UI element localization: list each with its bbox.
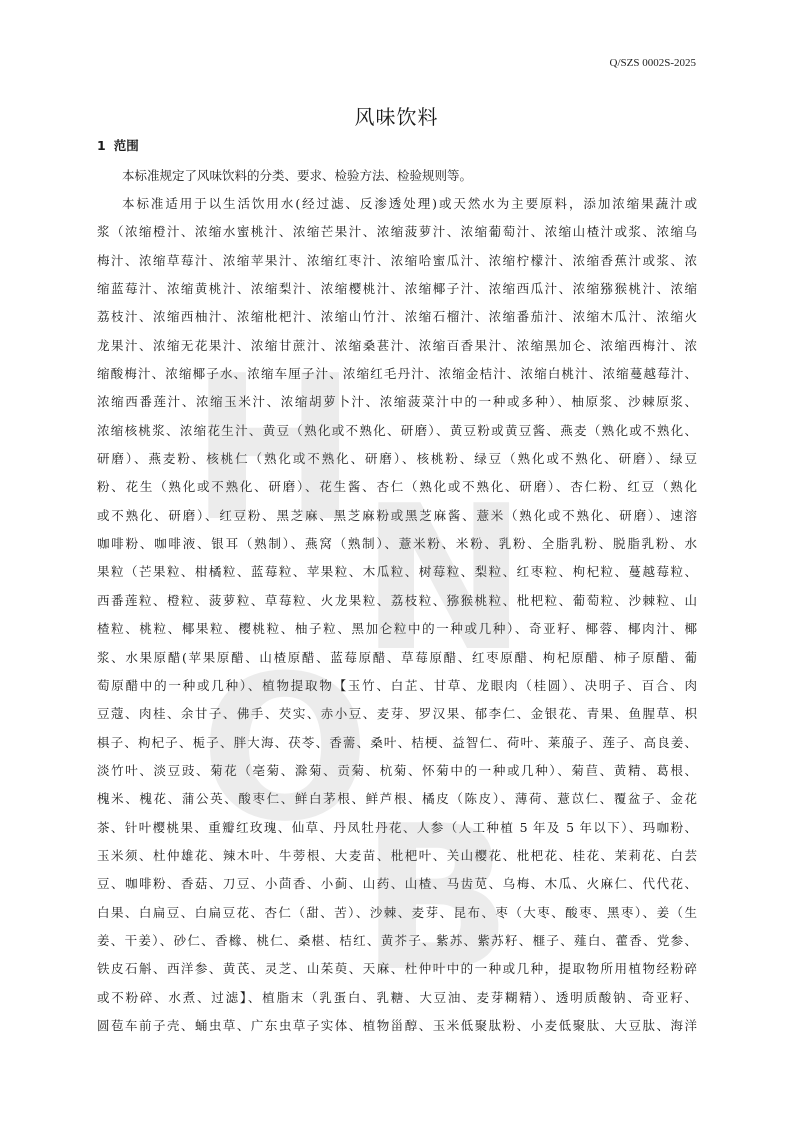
watermark-letter: O xyxy=(200,633,371,866)
paragraph-line: 豆、咖啡粉、香菇、刀豆、小茴香、小蓟、山药、山楂、马齿苋、乌梅、木瓜、火麻仁、代代花、 xyxy=(97,876,697,892)
paragraph-line: 咖啡粉、咖啡液、银耳（熟制）、燕窝（熟制）、薏米粉、米粉、乳粉、全脂乳粉、脱脂乳粉、水 xyxy=(97,536,697,552)
paragraph-line: 浓缩核桃浆、浓缩花生汁、黄豆（熟化或不熟化、研磨）、黄豆粉或黄豆酱、燕麦（熟化或不熟化、 xyxy=(97,422,697,438)
paragraph-line: 缩蓝莓汁、浓缩黄桃汁、浓缩梨汁、浓缩樱桃汁、浓缩椰子汁、浓缩西瓜汁、浓缩猕猴桃汁、浓缩 xyxy=(97,281,697,297)
paragraph-line: 茶、针叶樱桃果、重瓣红玫瑰、仙草、丹凤牡丹花、人参（人工种植 5 年及 5 年以下）、玛咖粉、 xyxy=(97,819,697,835)
paragraph-line: 或不熟化、研磨）、红豆粉、黑芝麻、黑芝麻粉或黑芝麻酱、薏米（熟化或不熟化、研磨）、速溶 xyxy=(97,507,697,523)
paragraph-line: 缩酸梅汁、浓缩椰子水、浓缩车厘子汁、浓缩红毛丹汁、浓缩金桔汁、浓缩白桃汁、浓缩蔓越莓汁、 xyxy=(97,366,697,382)
paragraph-line: 荔枝汁、浓缩西柚汁、浓缩枇杷汁、浓缩山竹汁、浓缩石榴汁、浓缩番茄汁、浓缩木瓜汁、浓缩火 xyxy=(97,309,697,325)
standard-code: Q/SZS 0002S-2025 xyxy=(609,57,696,69)
paragraph-line: 楂粒、桃粒、椰果粒、樱桃粒、柚子粒、黑加仑粒中的一种或几种）、奇亚籽、椰蓉、椰肉汁、椰 xyxy=(97,621,697,637)
paragraph-line: 圆苞车前子壳、蛹虫草、广东虫草子实体、植物甾醇、玉米低聚肽粉、小麦低聚肽、大豆肽、海洋 xyxy=(97,1017,697,1033)
paragraph-line: 白果、白扁豆、白扁豆花、杏仁（甜、苦）、沙棘、麦芽、昆布、枣（大枣、酸枣、黑枣）、姜（生 xyxy=(97,904,697,920)
document-title: 风味饮料 xyxy=(354,105,439,129)
paragraph-line: 粉、花生（熟化或不熟化、研磨）、花生酱、杏仁（熟化或不熟化、研磨）、杏仁粉、红豆（熟化 xyxy=(97,479,697,495)
paragraph-line: 铁皮石斛、西洋参、黄芪、灵芝、山茱萸、天麻、杜仲叶中的一种或几种，提取物所用植物经粉碎 xyxy=(97,961,697,977)
paragraph-line: 本标准适用于以生活饮用水(经过滤、反渗透处理)或天然水为主要原料，添加浓缩果蔬汁或 xyxy=(122,196,697,211)
scope-paragraph-1: 本标准规定了风味饮料的分类、要求、检验方法、检验规则等。 xyxy=(122,168,473,183)
watermark-letter: B xyxy=(360,783,513,1016)
paragraph-line: 萄原醋中的一种或几种）、植物提取物【玉竹、白芷、甘草、龙眼肉（桂圆）、决明子、百合、肉 xyxy=(97,677,697,693)
paragraph-line: 研磨）、燕麦粉、核桃仁（熟化或不熟化、研磨）、核桃粉、绿豆（熟化或不熟化、研磨）、绿豆 xyxy=(97,451,697,467)
paragraph-line: 淡竹叶、淡豆豉、菊花（亳菊、滁菊、贡菊、杭菊、怀菊中的一种或几种）、菊苣、黄精、葛根、 xyxy=(97,762,697,778)
paragraph-line: 梅汁、浓缩草莓汁、浓缩苹果汁、浓缩红枣汁、浓缩哈蜜瓜汁、浓缩柠檬汁、浓缩香蕉汁或浆、浓 xyxy=(97,252,697,268)
paragraph-line: 西番莲粒、橙粒、菠萝粒、草莓粒、火龙果粒、荔枝粒、猕猴桃粒、枇杷粒、葡萄粒、沙棘粒、山 xyxy=(97,592,697,608)
paragraph-line: 浆、水果原醋(苹果原醋、山楂原醋、蓝莓原醋、草莓原醋、红枣原醋、枸杞原醋、柿子原醋、葡 xyxy=(97,649,697,665)
paragraph-line: 姜、干姜）、砂仁、香橼、桃仁、桑椹、桔红、黄芥子、紫苏、紫苏籽、榧子、薤白、藿香、党参、 xyxy=(97,932,697,948)
paragraph-line: 果粒（芒果粒、柑橘粒、蓝莓粒、苹果粒、木瓜粒、树莓粒、梨粒、红枣粒、枸杞粒、蔓越莓粒、 xyxy=(97,564,697,580)
paragraph-line: 槐米、槐花、蒲公英、酸枣仁、鲜白茅根、鲜芦根、橘皮（陈皮）、薄荷、薏苡仁、覆盆子、金花 xyxy=(97,791,697,807)
paragraph-line: 玉米须、杜仲雄花、辣木叶、牛蒡根、大麦苗、枇杷叶、关山樱花、枇杷花、桂花、茉莉花、白芸 xyxy=(97,847,697,863)
paragraph-line: 豆蔻、肉桂、余甘子、佛手、芡实、赤小豆、麦芽、罗汉果、郁李仁、金银花、青果、鱼腥草、枳 xyxy=(97,706,697,722)
paragraph-line: 或不粉碎、水煮、过滤】、植脂末（乳蛋白、乳糖、大豆油、麦芽糊精）、透明质酸钠、奇亚籽、 xyxy=(97,989,697,1005)
section-number: 1 xyxy=(97,138,106,153)
scope-paragraph-2 xyxy=(97,190,697,1040)
paragraph-line: 浆（浓缩橙汁、浓缩水蜜桃汁、浓缩芒果汁、浓缩菠萝汁、浓缩葡萄汁、浓缩山楂汁或浆、浓缩乌 xyxy=(97,224,697,240)
paragraph-line: 龙果汁、浓缩无花果汁、浓缩甘蔗汁、浓缩桑葚汁、浓缩百香果汁、浓缩黑加仑、浓缩西梅汁、浓 xyxy=(97,337,697,353)
watermark-letter: N xyxy=(360,463,528,696)
paragraph-line: 浓缩西番莲汁、浓缩玉米汁、浓缩胡萝卜汁、浓缩菠菜汁中的一种或多种）、柚原浆、沙棘原浆、 xyxy=(97,394,697,410)
paragraph-line: 椇子、枸杞子、栀子、胖大海、茯苓、香薷、桑叶、桔梗、益智仁、荷叶、莱菔子、莲子、高良姜、 xyxy=(97,734,697,750)
section-heading-scope xyxy=(97,136,139,154)
watermark-letter: H xyxy=(190,333,358,566)
section-heading-text: 范围 xyxy=(113,138,139,153)
